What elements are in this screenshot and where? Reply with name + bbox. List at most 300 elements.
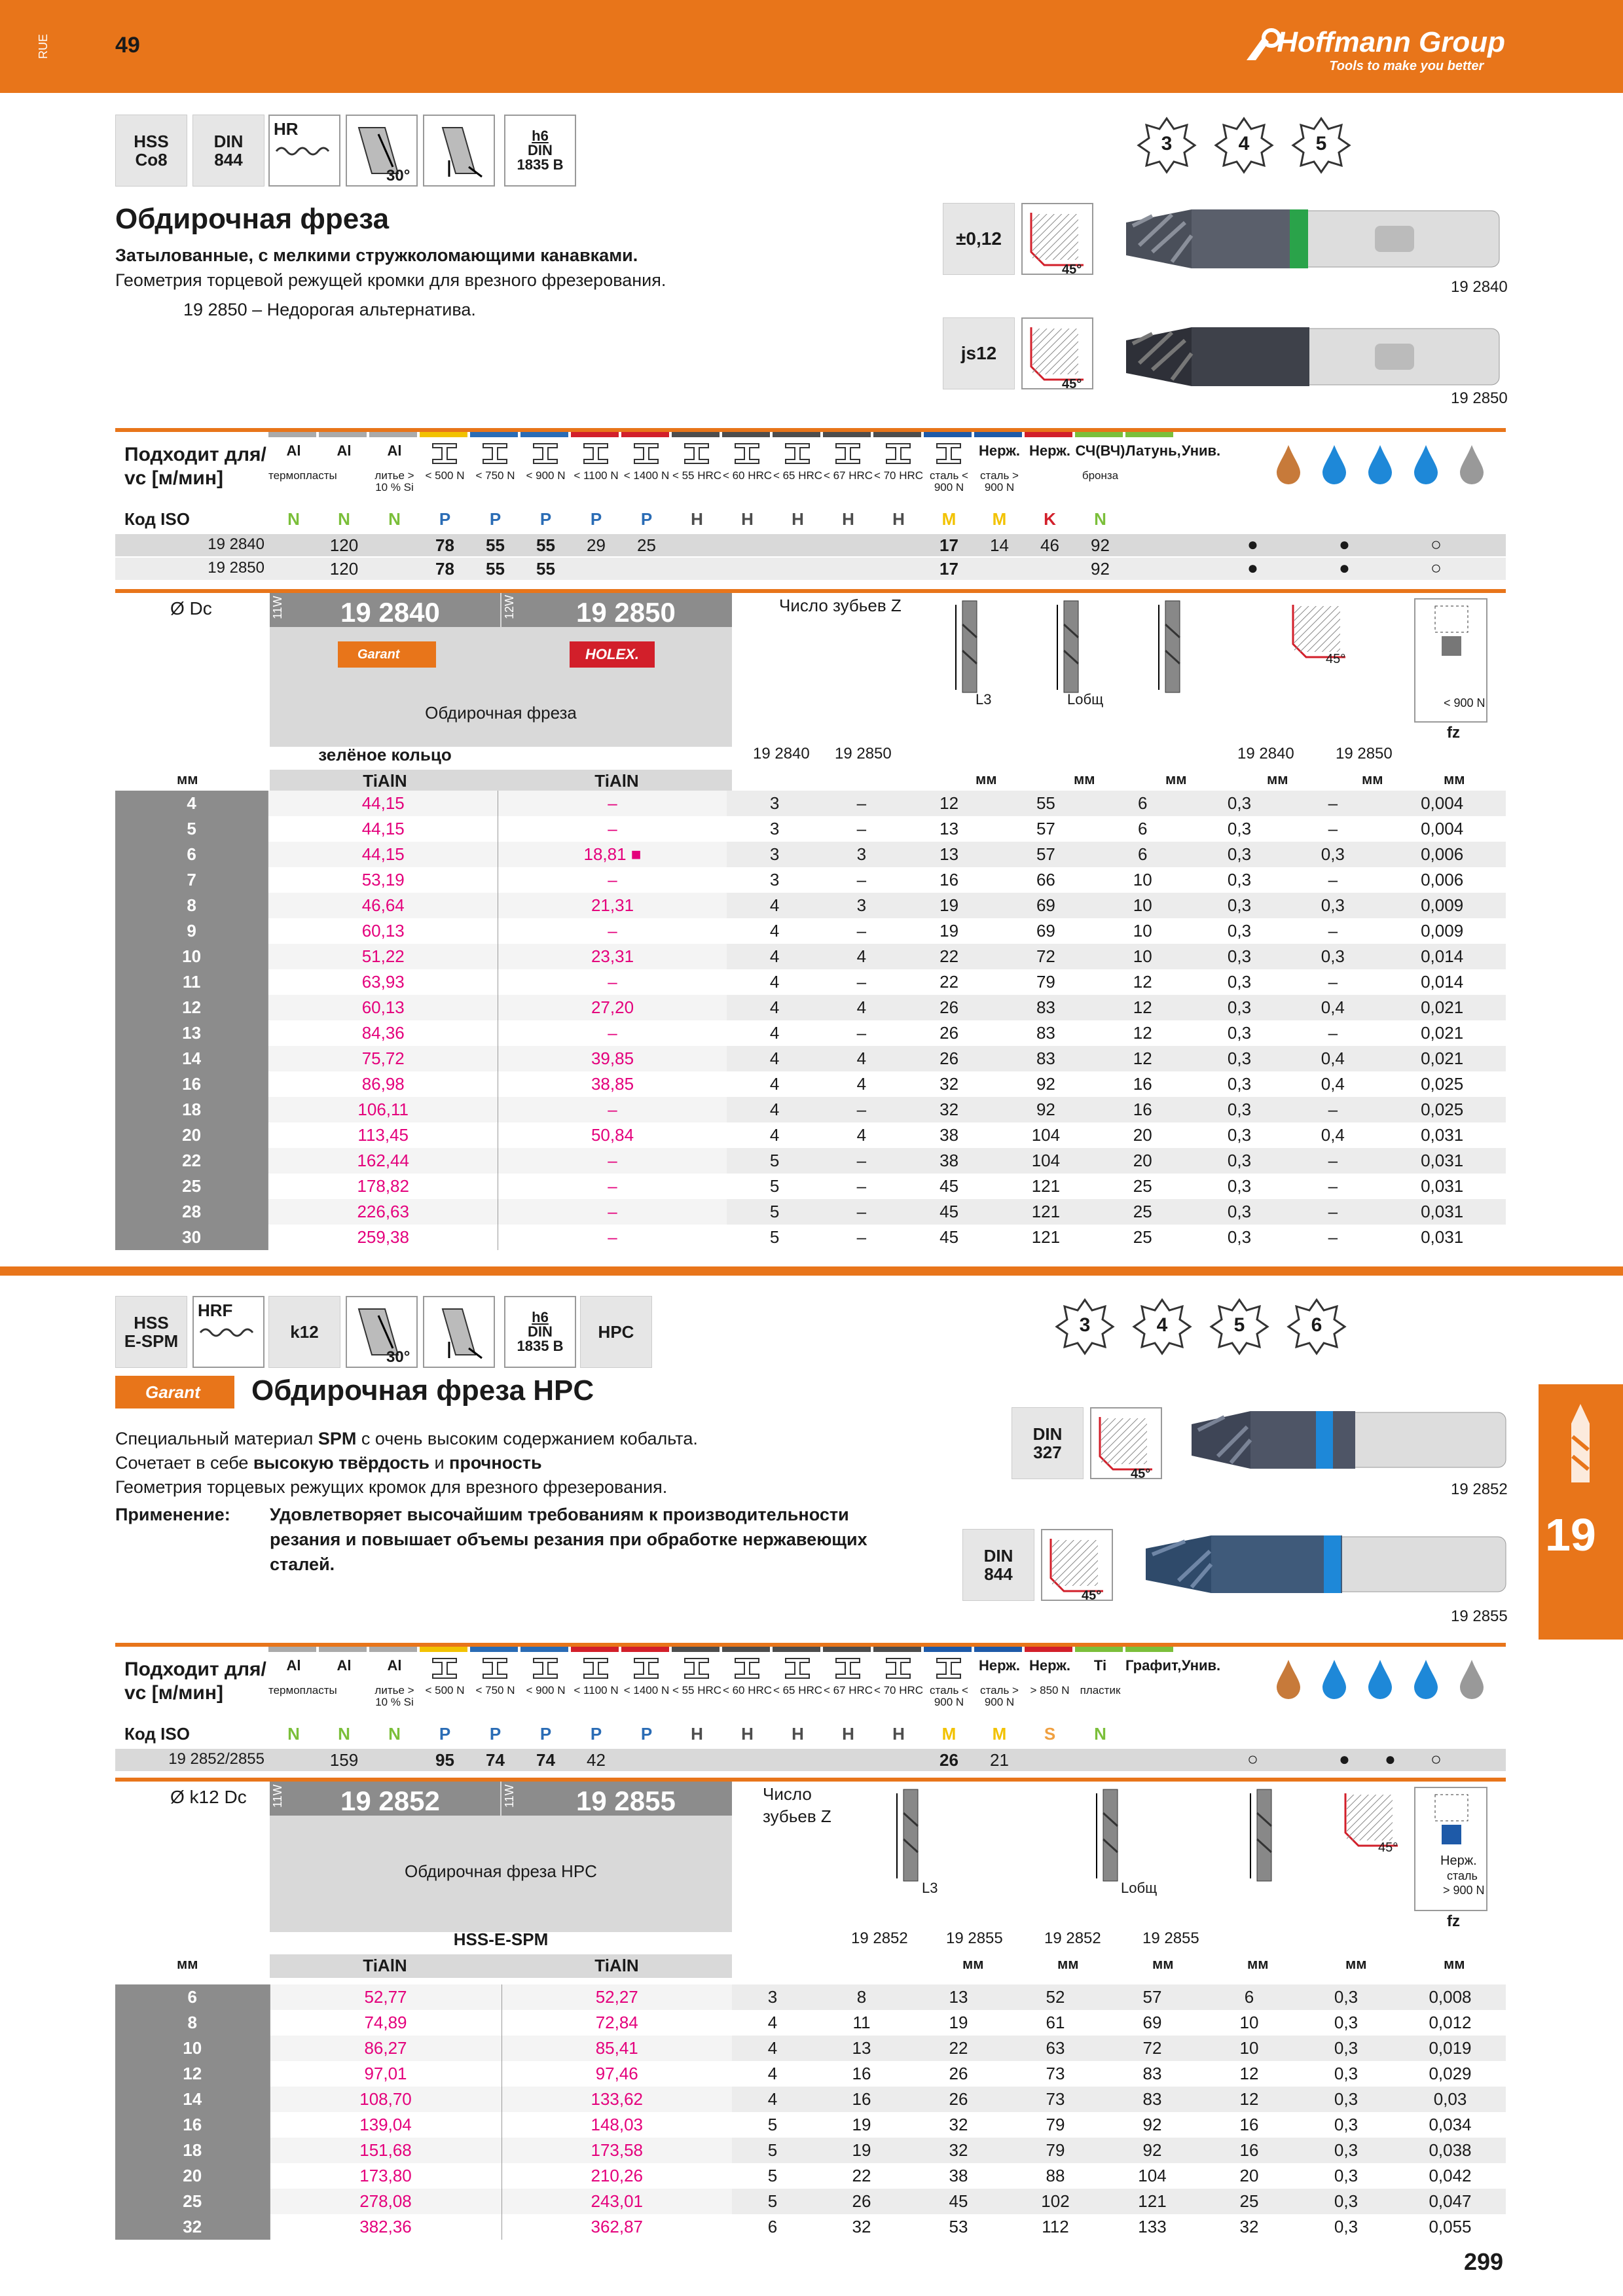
table-cell: 19 bbox=[900, 893, 998, 918]
table-row bbox=[115, 2163, 1506, 2189]
table-cell: 83 bbox=[998, 1020, 1094, 1046]
table-cell: 25 bbox=[115, 1174, 268, 1199]
material-label: HSS-E-SPM bbox=[453, 1929, 549, 1949]
table-cell: 0,3 bbox=[1192, 867, 1288, 893]
table-cell: 22 bbox=[910, 2036, 1007, 2061]
cutting-speed-value: 26 bbox=[939, 1750, 958, 1770]
table-cell: – bbox=[822, 1174, 900, 1199]
table-cell: 4 bbox=[727, 1122, 823, 1148]
unit-mm: мм bbox=[1165, 771, 1187, 787]
table-row bbox=[115, 2112, 1506, 2138]
material-color-bar bbox=[773, 432, 820, 437]
corner-chamfer-badge-1 bbox=[1021, 203, 1093, 275]
section1-lead-1: Затылованные, с мелкими стружколомающими канавками. bbox=[115, 245, 638, 265]
badge-line: 1835 B bbox=[517, 1338, 564, 1354]
table-cell: 0,014 bbox=[1378, 969, 1506, 995]
table-cell: 4 bbox=[732, 2036, 813, 2061]
badge-line: h6 bbox=[532, 1309, 549, 1325]
table-cell: 30 bbox=[115, 1225, 268, 1250]
table-cell: 12 bbox=[115, 2061, 270, 2087]
steel-beam-icon bbox=[835, 1657, 861, 1683]
table-cell: 4 bbox=[115, 791, 268, 816]
table-cell: 53,19 bbox=[268, 867, 498, 893]
table-cell: 10 bbox=[1094, 918, 1192, 944]
iso-code: N bbox=[388, 509, 401, 529]
cutting-speed-value: 159 bbox=[329, 1750, 359, 1770]
lead-text: с очень высоким содержанием кобальта. bbox=[356, 1429, 698, 1448]
table-cell: 0,009 bbox=[1378, 893, 1506, 918]
section1-lead-3: 19 2850 – Недорогая альтернатива. bbox=[183, 300, 476, 319]
table-row bbox=[115, 816, 1506, 842]
steel-beam-icon bbox=[431, 1657, 458, 1683]
iso-code: N bbox=[388, 1724, 401, 1744]
table-cell: 72 bbox=[998, 944, 1094, 969]
unit-mm: мм bbox=[1345, 1956, 1367, 1972]
teeth-count-label: 3 bbox=[1161, 133, 1173, 154]
coolant-suitability-dot: ● bbox=[1247, 558, 1258, 578]
table-cell: 4 bbox=[727, 1097, 823, 1122]
wave-profile-icon bbox=[274, 138, 337, 164]
table-cell: 53 bbox=[910, 2214, 1007, 2240]
table-cell: – bbox=[498, 1199, 727, 1225]
table-cell: – bbox=[822, 1148, 900, 1174]
table-cell: 21,31 bbox=[498, 893, 727, 918]
ring-label: зелёное кольцо bbox=[318, 745, 452, 764]
material-subtitle: < 1400 N bbox=[623, 469, 670, 482]
teeth-count-header: Число bbox=[763, 1784, 812, 1804]
cutting-length-icon bbox=[890, 1787, 930, 1888]
cutting-speed-value: 25 bbox=[637, 535, 656, 555]
material-subtitle: < 1100 N bbox=[574, 469, 619, 482]
table-cell: 0,006 bbox=[1378, 842, 1506, 867]
table-cell: 45 bbox=[910, 2189, 1007, 2214]
iso-code: H bbox=[792, 1724, 804, 1744]
table-cell: 66 bbox=[998, 867, 1094, 893]
badge-line: DIN bbox=[213, 132, 244, 151]
hpc-roughing-mill-image-2 bbox=[1139, 1525, 1512, 1604]
table-cell: 63,93 bbox=[268, 969, 498, 995]
teeth-col-b: 19 2850 bbox=[835, 745, 892, 762]
table-cell: 0,3 bbox=[1192, 1097, 1288, 1122]
helix-angle-badge bbox=[346, 1296, 418, 1368]
table-row bbox=[115, 918, 1506, 944]
table-cell: 45 bbox=[900, 1199, 998, 1225]
cutting-speed-value: 29 bbox=[587, 535, 606, 555]
material-color-bar bbox=[470, 432, 518, 437]
table-cell: 0,3 bbox=[1298, 2214, 1395, 2240]
teeth-count-icon bbox=[1290, 115, 1352, 176]
table-cell: – bbox=[822, 969, 900, 995]
table-cell: 57 bbox=[998, 816, 1094, 842]
table-cell: – bbox=[1287, 867, 1378, 893]
table-cell: 79 bbox=[1007, 2112, 1104, 2138]
table-cell: 12 bbox=[1094, 995, 1192, 1020]
table-cell: 0,008 bbox=[1395, 1984, 1506, 2010]
material-color-bar bbox=[1075, 1647, 1123, 1652]
badge-hrf bbox=[192, 1296, 264, 1368]
table-cell: 0,3 bbox=[1192, 1225, 1288, 1250]
material-subtitle: < 55 HRC bbox=[672, 1684, 722, 1696]
table-cell: 133 bbox=[1104, 2214, 1201, 2240]
table-cell: 28 bbox=[115, 1199, 268, 1225]
badge-din-327 bbox=[1012, 1407, 1084, 1479]
coating-b: TiAlN bbox=[594, 1956, 639, 1975]
lead-bold: SPM bbox=[318, 1429, 357, 1448]
total-length-symbol: Lобщ bbox=[1067, 691, 1104, 708]
material-color-bar bbox=[823, 432, 871, 437]
page-number: 299 bbox=[1464, 2248, 1504, 2275]
product-name: Обдирочная фреза HPC bbox=[405, 1861, 597, 1881]
badge-h6-din1835b bbox=[504, 115, 576, 187]
table-cell: 16 bbox=[115, 2112, 270, 2138]
table-cell: 12 bbox=[1201, 2087, 1298, 2112]
material-name: Нерж. bbox=[1029, 442, 1070, 459]
table-cell: 88 bbox=[1007, 2163, 1104, 2189]
length-col-l3a: 19 2852 bbox=[851, 1929, 908, 1947]
table-cell: 84,36 bbox=[268, 1020, 498, 1046]
table-cell: 0,3 bbox=[1192, 918, 1288, 944]
table-cell: 0,025 bbox=[1378, 1097, 1506, 1122]
table-cell: 112 bbox=[1007, 2214, 1104, 2240]
material-universal: Унив. bbox=[1181, 1657, 1221, 1674]
iso-code: N bbox=[1094, 1724, 1106, 1744]
cutting-speed-value: 120 bbox=[329, 559, 359, 579]
table-cell: 83 bbox=[1104, 2087, 1201, 2112]
table-cell: 32 bbox=[813, 2214, 910, 2240]
coolant-suitability-dot: ● bbox=[1385, 1749, 1396, 1769]
section2-lead-1 bbox=[115, 1427, 698, 1451]
material-color-bar bbox=[268, 1647, 316, 1652]
table-cell: 92 bbox=[1104, 2112, 1201, 2138]
material-color-bar bbox=[571, 432, 619, 437]
table-cell: 20 bbox=[1094, 1122, 1192, 1148]
chamfer-col-b: 19 2850 bbox=[1336, 745, 1393, 762]
cutting-direction-badge bbox=[423, 115, 495, 187]
table-cell: 0,03 bbox=[1395, 2087, 1506, 2112]
table-cell: 55 bbox=[998, 791, 1094, 816]
table-cell: 26 bbox=[910, 2087, 1007, 2112]
material-subtitle: < 500 N bbox=[425, 1684, 465, 1696]
table-cell: 32 bbox=[900, 1097, 998, 1122]
table-cell: 60,13 bbox=[268, 918, 498, 944]
section-separator bbox=[0, 1266, 1623, 1276]
table-cell: 0,4 bbox=[1287, 1122, 1378, 1148]
material-subtitle: термопласты bbox=[268, 1684, 337, 1696]
table-cell: 32 bbox=[900, 1071, 998, 1097]
iso-code: P bbox=[489, 1724, 501, 1744]
table-cell: 19 bbox=[813, 2112, 910, 2138]
table-cell: 0,3 bbox=[1192, 995, 1288, 1020]
table-row bbox=[115, 1020, 1506, 1046]
teeth-count-label: 5 bbox=[1315, 133, 1327, 154]
iso-code: M bbox=[941, 1724, 957, 1744]
badge-line: 1835 B bbox=[517, 156, 564, 173]
dimension-table-2 bbox=[115, 1984, 1506, 2240]
corner-chamfer-badge-4 bbox=[1041, 1529, 1113, 1601]
table-cell: 16 bbox=[1201, 2112, 1298, 2138]
table-cell: 10 bbox=[1094, 944, 1192, 969]
table-cell: 0,025 bbox=[1378, 1071, 1506, 1097]
table-cell: 52 bbox=[1007, 1984, 1104, 2010]
steel-beam-icon bbox=[784, 442, 811, 468]
table-cell: 63 bbox=[1007, 2036, 1104, 2061]
steel-beam-icon bbox=[684, 1657, 710, 1683]
table-cell: 8 bbox=[115, 893, 268, 918]
table-cell: 18 bbox=[115, 1097, 268, 1122]
table-cell: 25 bbox=[1094, 1199, 1192, 1225]
dry-machining-icon bbox=[1408, 442, 1444, 489]
table-cell: 44,15 bbox=[268, 842, 498, 867]
steel-beam-icon bbox=[936, 442, 962, 468]
iso-code-label: Код ISO bbox=[124, 509, 190, 529]
iso-code: H bbox=[842, 509, 854, 529]
table-cell: 0,3 bbox=[1287, 893, 1378, 918]
material-color-bar bbox=[672, 432, 720, 437]
product-code-label: 19 2855 bbox=[1451, 1607, 1508, 1625]
table-cell: 14 bbox=[115, 1046, 268, 1071]
teeth-count-header-2: зубьев Z bbox=[763, 1806, 831, 1826]
material-name: СЧ(ВЧ) bbox=[1075, 442, 1125, 459]
table-cell: 178,82 bbox=[268, 1174, 498, 1199]
material-subtitle: < 60 HRC bbox=[722, 1684, 773, 1696]
table-cell: 133,62 bbox=[501, 2087, 732, 2112]
iso-code: N bbox=[1094, 509, 1106, 529]
brand-tagline: Tools to make you better bbox=[1329, 59, 1484, 73]
table-cell: 5 bbox=[732, 2138, 813, 2163]
table-cell: – bbox=[822, 867, 900, 893]
material-subtitle: < 70 HRC bbox=[873, 469, 924, 482]
table-cell: 5 bbox=[732, 2189, 813, 2214]
iso-code: H bbox=[741, 1724, 754, 1744]
table-cell: 0,021 bbox=[1378, 1046, 1506, 1071]
coolant-suitability-dot: ○ bbox=[1431, 534, 1442, 554]
unit-mm: мм bbox=[1444, 1956, 1465, 1972]
teeth-count-label: 3 bbox=[1079, 1314, 1091, 1336]
table-cell: 6 bbox=[732, 2214, 813, 2240]
table-cell: 52,27 bbox=[501, 1984, 732, 2010]
teeth-count-icon bbox=[1131, 1296, 1193, 1357]
table-cell: 73 bbox=[1007, 2061, 1104, 2087]
table-row bbox=[115, 1097, 1506, 1122]
steel-beam-icon bbox=[482, 1657, 508, 1683]
unit-mm: мм bbox=[177, 1956, 198, 1972]
angle-label: 45° bbox=[1062, 262, 1082, 277]
table-cell: 5 bbox=[727, 1148, 823, 1174]
steel-beam-icon bbox=[885, 442, 911, 468]
table-cell: 4 bbox=[727, 995, 823, 1020]
steel-beam-icon bbox=[936, 1657, 962, 1683]
table-cell: 26 bbox=[900, 1046, 998, 1071]
fz-material-1: Нерж. bbox=[1440, 1854, 1477, 1868]
table-cell: 104 bbox=[998, 1122, 1094, 1148]
table-cell: 25 bbox=[115, 2189, 270, 2214]
table-cell: 0,3 bbox=[1192, 1199, 1288, 1225]
table-cell: 11 bbox=[813, 2010, 910, 2036]
chapter-number: 49 bbox=[115, 33, 140, 58]
table-cell: 83 bbox=[998, 995, 1094, 1020]
table-cell: 0,004 bbox=[1378, 816, 1506, 842]
material-subtitle: сталь < 900 N bbox=[930, 1684, 968, 1708]
table-cell: 0,3 bbox=[1298, 2163, 1395, 2189]
fz-material: < 900 N bbox=[1444, 696, 1486, 709]
table-cell: 0,012 bbox=[1395, 2010, 1506, 2036]
table-cell: 20 bbox=[115, 2163, 270, 2189]
table-cell: 5 bbox=[115, 816, 268, 842]
material-color-bar bbox=[268, 432, 316, 437]
angle-label: 45° bbox=[1082, 1588, 1102, 1603]
material-color-bar bbox=[1025, 1647, 1072, 1652]
corner-chamfer-badge-2 bbox=[1021, 317, 1093, 389]
iso-code: N bbox=[287, 1724, 300, 1744]
tolerance-badge-1: ±0,12 bbox=[943, 203, 1015, 275]
material-subtitle: < 500 N bbox=[425, 469, 465, 482]
table-cell: 173,58 bbox=[501, 2138, 732, 2163]
iso-code: N bbox=[338, 1724, 350, 1744]
table-cell: 10 bbox=[1201, 2010, 1298, 2036]
coolant-spray-icon bbox=[1362, 1657, 1398, 1704]
badge-line: Co8 bbox=[135, 150, 168, 170]
table-cell: 0,3 bbox=[1287, 944, 1378, 969]
table-row bbox=[115, 969, 1506, 995]
table-cell: 121 bbox=[998, 1225, 1094, 1250]
table-cell: 52,77 bbox=[270, 1984, 501, 2010]
table-cell: 32 bbox=[115, 2214, 270, 2240]
cutting-direction-icon bbox=[429, 1302, 488, 1361]
table-cell: 22 bbox=[900, 969, 998, 995]
table-cell: 0,4 bbox=[1287, 1046, 1378, 1071]
material-color-bar bbox=[319, 432, 367, 437]
chamfer-col-a: 19 2840 bbox=[1237, 745, 1294, 762]
cutting-speed-value: 21 bbox=[990, 1750, 1009, 1770]
table-cell: 6 bbox=[115, 842, 268, 867]
cutting-speed-value: 55 bbox=[536, 559, 555, 579]
table-cell: 13 bbox=[910, 1984, 1007, 2010]
material-name: Al bbox=[286, 442, 301, 459]
table-cell: 0,006 bbox=[1378, 867, 1506, 893]
table-cell: 0,3 bbox=[1192, 842, 1288, 867]
table-cell: 148,03 bbox=[501, 2112, 732, 2138]
table-cell: 25 bbox=[1094, 1174, 1192, 1199]
table-cell: 38 bbox=[900, 1122, 998, 1148]
dimension-table-1 bbox=[115, 791, 1506, 1250]
table-cell: 38,85 bbox=[498, 1071, 727, 1097]
material-subtitle: < 1400 N bbox=[623, 1684, 670, 1696]
table-cell: 11 bbox=[115, 969, 268, 995]
iso-code: K bbox=[1044, 509, 1056, 529]
compressed-air-icon bbox=[1453, 1657, 1490, 1704]
iso-code: H bbox=[792, 509, 804, 529]
table-cell: 16 bbox=[900, 867, 998, 893]
table-cell: 12 bbox=[1094, 969, 1192, 995]
unit-mm: мм bbox=[962, 1956, 984, 1972]
steel-beam-icon bbox=[835, 442, 861, 468]
table-cell: 0,3 bbox=[1192, 1122, 1288, 1148]
material-color-bar bbox=[470, 1647, 518, 1652]
table-cell: 10 bbox=[115, 944, 268, 969]
cutting-direction-badge bbox=[423, 1296, 495, 1368]
badge-line: DIN bbox=[528, 1323, 553, 1340]
cutting-speed-value: 14 bbox=[990, 535, 1009, 555]
teeth-count-header: Число зубьев Z bbox=[779, 596, 902, 615]
table-cell: 44,15 bbox=[268, 816, 498, 842]
coolant-suitability-dot: ○ bbox=[1431, 558, 1442, 578]
product-code-label: 19 2840 bbox=[1451, 278, 1508, 296]
article-code-b: 19 2850 bbox=[576, 597, 676, 628]
hpc-roughing-mill-image-1 bbox=[1185, 1401, 1512, 1479]
table-cell: 9 bbox=[115, 918, 268, 944]
table-cell: 72,84 bbox=[501, 2010, 732, 2036]
cutting-direction-icon bbox=[429, 121, 488, 180]
iso-code: P bbox=[539, 509, 552, 529]
table-row bbox=[115, 791, 1506, 816]
cutting-speed-value: 78 bbox=[435, 535, 454, 555]
badge-line: DIN bbox=[1032, 1424, 1063, 1444]
table-cell: 32 bbox=[1201, 2214, 1298, 2240]
table-cell: 16 bbox=[1094, 1071, 1192, 1097]
steel-beam-icon bbox=[431, 442, 458, 468]
material-color-bar bbox=[1025, 432, 1072, 437]
table-row bbox=[115, 842, 1506, 867]
table-cell: 97,46 bbox=[501, 2061, 732, 2087]
table-cell: 3 bbox=[822, 893, 900, 918]
table-cell: 0,021 bbox=[1378, 1020, 1506, 1046]
unit-mm: мм bbox=[1057, 1956, 1079, 1972]
cutting-speed-value: 92 bbox=[1091, 535, 1110, 555]
table-cell: 0,4 bbox=[1287, 1071, 1378, 1097]
material-name: Al bbox=[387, 1657, 402, 1674]
application-label: Применение: bbox=[115, 1505, 230, 1524]
application-line-2: резания и повышает объемы резания при обработке нержавеющих bbox=[270, 1530, 867, 1549]
table-cell: 38 bbox=[900, 1148, 998, 1174]
iso-code: M bbox=[992, 509, 1007, 529]
table-cell: 69 bbox=[998, 893, 1094, 918]
cutting-length-symbol: L3 bbox=[976, 691, 992, 708]
table-cell: – bbox=[822, 791, 900, 816]
lead-bold: высокую твёрдость bbox=[253, 1453, 429, 1473]
table-row bbox=[115, 1984, 1506, 2010]
unit-mm: мм bbox=[1362, 771, 1383, 787]
table-cell: – bbox=[822, 918, 900, 944]
table-cell: 16 bbox=[1201, 2138, 1298, 2163]
chapter-number-tab: 19 bbox=[1545, 1509, 1596, 1560]
table-cell: 278,08 bbox=[270, 2189, 501, 2214]
table-cell: 3 bbox=[727, 816, 823, 842]
table-cell: 10 bbox=[1094, 867, 1192, 893]
table-cell: 121 bbox=[1104, 2189, 1201, 2214]
table-cell: 12 bbox=[1094, 1020, 1192, 1046]
material-subtitle: < 67 HRC bbox=[823, 1684, 873, 1696]
table-cell: – bbox=[1287, 1174, 1378, 1199]
table-cell: 0,3 bbox=[1298, 2138, 1395, 2163]
table-cell: 0,3 bbox=[1192, 893, 1288, 918]
table-cell: – bbox=[498, 791, 727, 816]
table-cell: 0,3 bbox=[1298, 2010, 1395, 2036]
iso-code: H bbox=[741, 509, 754, 529]
table-cell: 104 bbox=[998, 1148, 1094, 1174]
table-row bbox=[115, 1071, 1506, 1097]
material-color-bar bbox=[924, 1647, 972, 1652]
badge-k12: k12 bbox=[268, 1296, 340, 1368]
unit-mm: мм bbox=[177, 771, 198, 787]
material-color-bar bbox=[319, 1647, 367, 1652]
table-row bbox=[115, 1199, 1506, 1225]
table-cell: – bbox=[498, 867, 727, 893]
length-col-lta: 19 2852 bbox=[1044, 1929, 1101, 1947]
table-cell: 6 bbox=[1201, 1984, 1298, 2010]
iso-code: H bbox=[691, 509, 703, 529]
holex-logo: HOLEX. bbox=[570, 641, 655, 668]
material-color-bar bbox=[974, 1647, 1022, 1652]
